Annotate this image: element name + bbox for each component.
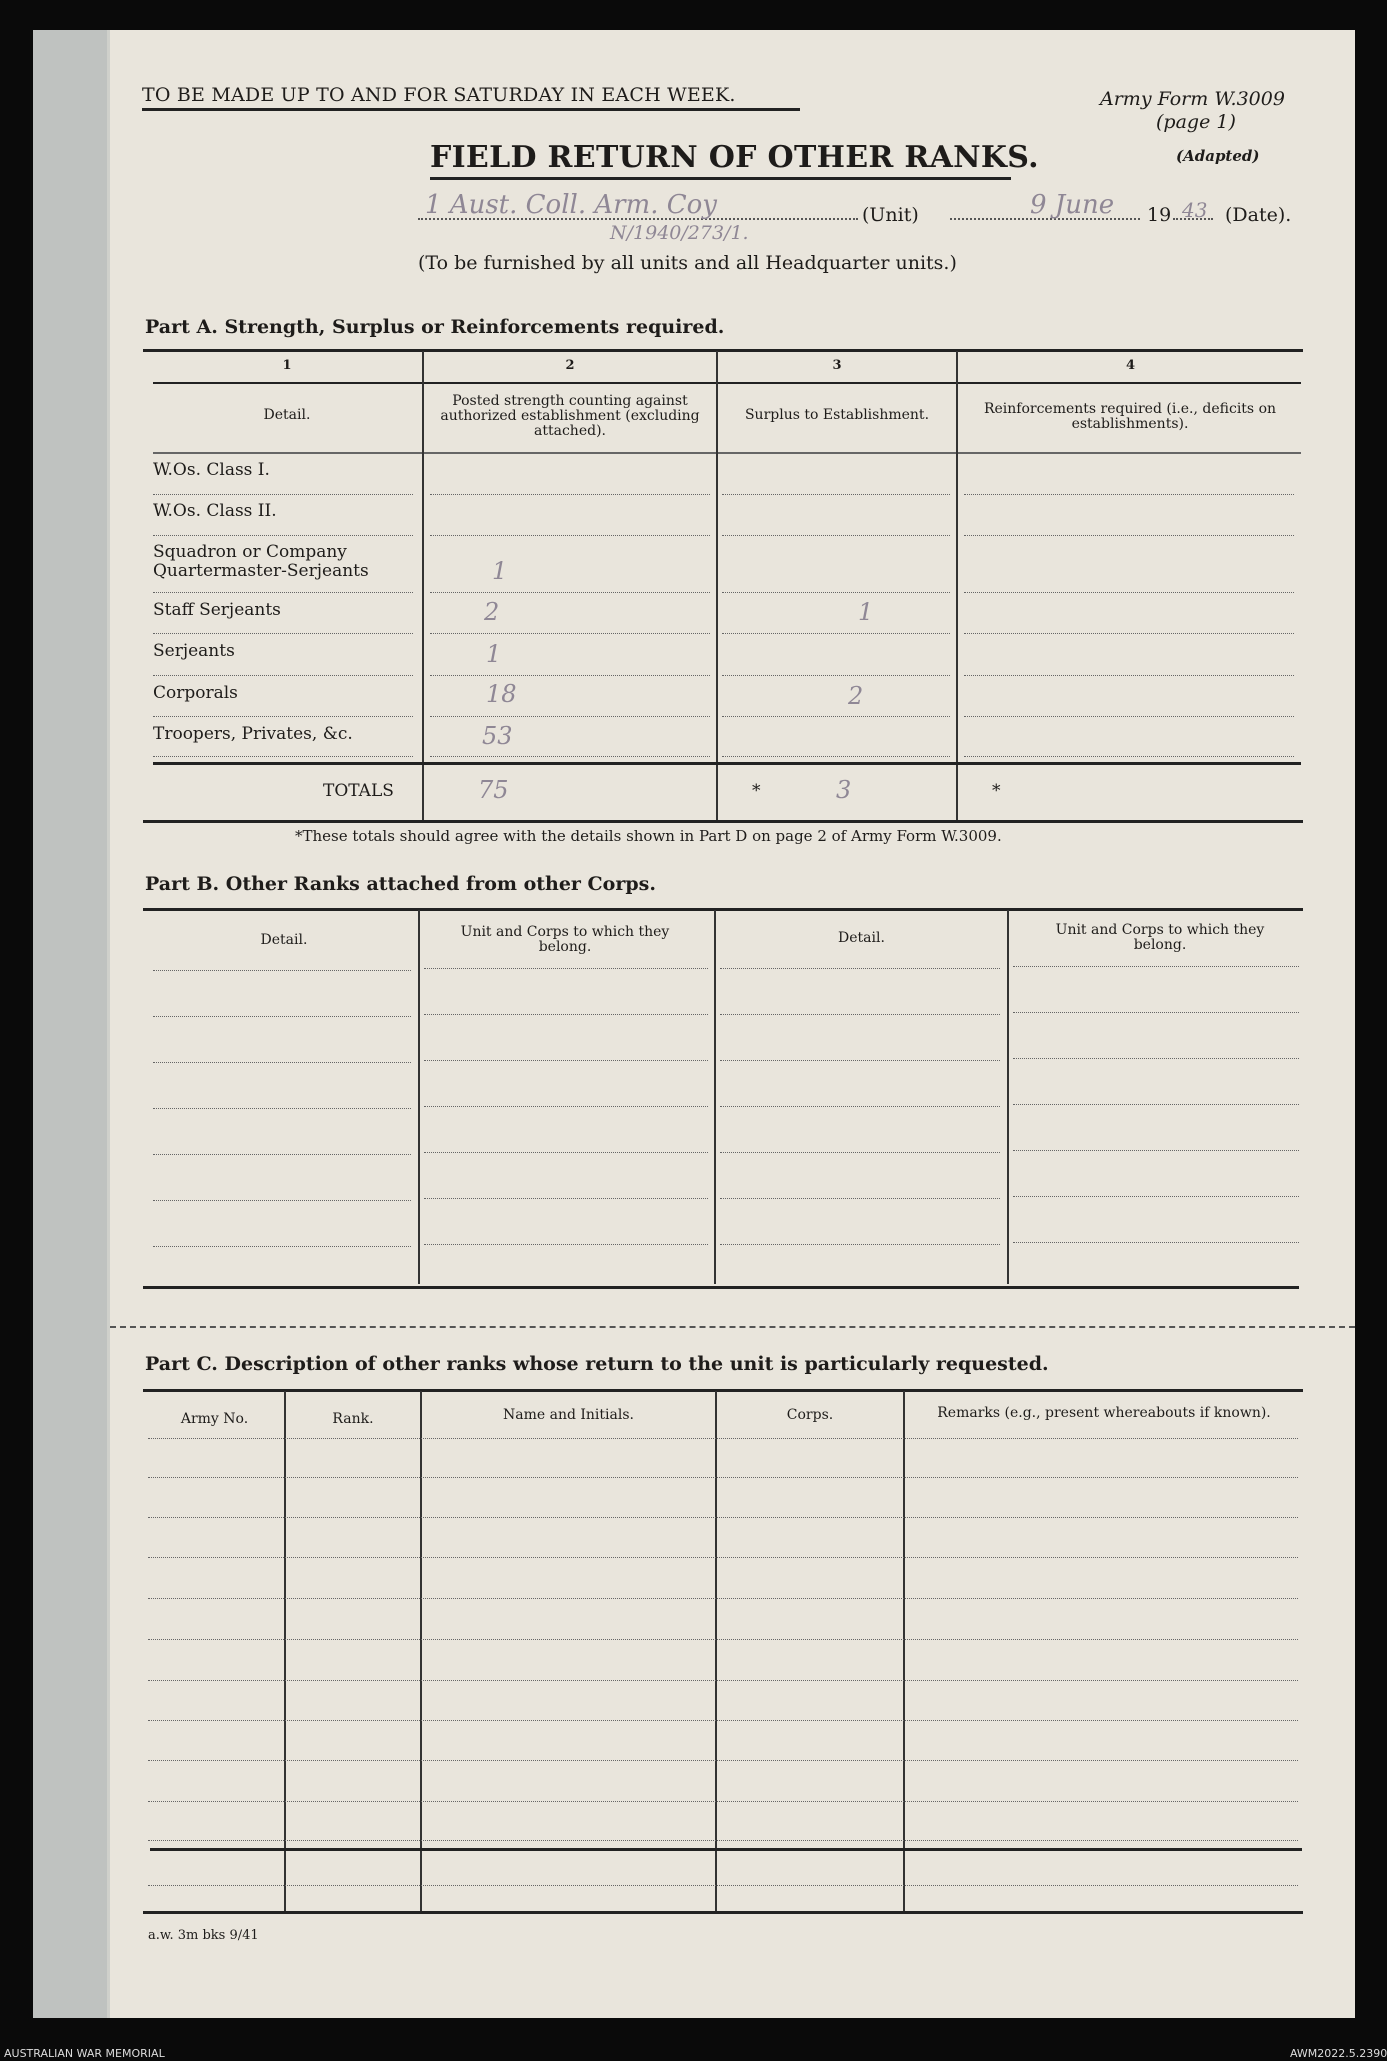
- row-rule: [720, 968, 1000, 969]
- row-rule: [424, 968, 708, 969]
- row-rule: [722, 633, 950, 634]
- row-rule: [430, 592, 710, 593]
- col-header-surplus: Surplus to Establishment.: [744, 407, 930, 423]
- part-c-header-corps: Corps.: [786, 1407, 834, 1423]
- row-rule: [148, 1477, 1298, 1478]
- row-rule: [720, 1106, 1000, 1107]
- row-rule: [964, 675, 1294, 676]
- part-c-divider-3: [715, 1391, 717, 1911]
- row-rule: [148, 1801, 1298, 1802]
- row-rule: [153, 1062, 411, 1063]
- part-c-divider-4: [903, 1391, 905, 1911]
- col-header-detail: Detail.: [263, 407, 311, 423]
- part-c-header-name: Name and Initials.: [503, 1407, 634, 1423]
- totals-label: TOTALS: [323, 781, 394, 801]
- row-rule: [424, 1014, 708, 1015]
- form-title: FIELD RETURN OF OTHER RANKS.: [430, 140, 1039, 175]
- part-c-bottom-rule: [143, 1911, 1303, 1914]
- row-rule: [722, 756, 950, 757]
- part-a-colnum-rule: [153, 382, 1301, 384]
- part-a-top-rule: [143, 349, 1303, 352]
- col-num-3: 3: [832, 358, 842, 373]
- part-a-divider-3: [956, 351, 958, 820]
- row-rule: [153, 716, 413, 717]
- col-num-1: 1: [282, 358, 292, 373]
- row-rule: [964, 494, 1294, 495]
- year-handwritten: 43: [1182, 198, 1208, 222]
- row-rule: [1013, 966, 1299, 967]
- row-rule: [720, 1014, 1000, 1015]
- row-rule: [722, 675, 950, 676]
- row-rule: [720, 1060, 1000, 1061]
- row-rule: [153, 1108, 411, 1109]
- row-rule: [964, 535, 1294, 536]
- part-b-top-rule: [143, 908, 1303, 911]
- posted-cqms: 1: [492, 557, 508, 585]
- row-rule: [153, 633, 413, 634]
- row-rule: [148, 1720, 1298, 1721]
- part-b-header-unit-2: Unit and Corps to which they belong.: [1055, 922, 1265, 953]
- part-b-divider-3: [1007, 910, 1009, 1284]
- row-rule: [720, 1152, 1000, 1153]
- row-rule: [153, 1016, 411, 1017]
- part-a-bottom-rule: [143, 820, 1303, 823]
- totals-surplus: 3: [836, 776, 852, 804]
- row-label-wo2: W.Os. Class II.: [153, 501, 277, 521]
- archive-caption-left: AUSTRALIAN WAR MEMORIAL: [4, 2047, 165, 2060]
- row-rule: [153, 494, 413, 495]
- row-rule: [148, 1438, 1298, 1439]
- row-label-troopers: Troopers, Privates, &c.: [153, 724, 353, 744]
- posted-serjeants: 1: [486, 640, 502, 668]
- totals-surplus-star: *: [752, 781, 761, 801]
- part-b-bottom-rule: [143, 1286, 1299, 1289]
- posted-staff-serjeants: 2: [484, 598, 500, 626]
- part-a-divider-1: [422, 351, 424, 820]
- row-rule: [148, 1598, 1298, 1599]
- counterfoil-stub: [33, 30, 107, 2018]
- title-underline: [430, 177, 1011, 180]
- part-b-header-unit-1: Unit and Corps to which they belong.: [460, 924, 670, 955]
- row-rule: [148, 1517, 1298, 1518]
- row-rule: [153, 970, 411, 971]
- col-num-4: 4: [1125, 358, 1136, 373]
- row-rule: [1013, 1104, 1299, 1105]
- row-rule: [148, 1885, 1298, 1886]
- part-b-divider-1: [418, 910, 420, 1284]
- totals-rule: [153, 762, 1301, 765]
- totals-posted: 75: [478, 776, 509, 804]
- part-a-title: Part A. Strength, Surplus or Reinforcements required.: [145, 316, 725, 338]
- posted-troopers: 53: [482, 722, 513, 750]
- unit-label: (Unit): [862, 204, 919, 226]
- row-rule: [722, 716, 950, 717]
- row-rule: [430, 716, 710, 717]
- row-rule: [153, 1246, 411, 1247]
- instruction-underline: [142, 108, 800, 111]
- row-rule: [430, 633, 710, 634]
- row-label-wo1: W.Os. Class I.: [153, 460, 270, 480]
- row-rule: [148, 1557, 1298, 1558]
- row-rule: [430, 535, 710, 536]
- row-rule: [153, 1200, 411, 1201]
- row-rule: [964, 592, 1294, 593]
- part-c-title: Part C. Description of other ranks whose return to the unit is particularly requested.: [145, 1353, 1049, 1375]
- row-rule: [1013, 1242, 1299, 1243]
- totals-reinf-star: *: [992, 781, 1001, 801]
- row-rule: [430, 494, 710, 495]
- row-rule: [153, 1154, 411, 1155]
- row-rule: [153, 592, 413, 593]
- year-prefix: 19: [1147, 204, 1172, 226]
- row-rule: [430, 675, 710, 676]
- part-c-header-army-no: Army No.: [180, 1411, 249, 1427]
- row-rule: [964, 633, 1294, 634]
- row-rule: [148, 1760, 1298, 1761]
- printer-imprint: a.w. 3m bks 9/41: [148, 1928, 259, 1943]
- surplus-corporals: 2: [848, 682, 864, 710]
- row-rule: [720, 1198, 1000, 1199]
- row-label-cqms: Squadron or Company Quartermaster-Serjeants: [153, 542, 369, 581]
- date-label: (Date).: [1225, 204, 1292, 226]
- date-handwritten: 9 June: [1030, 190, 1115, 220]
- part-b-header-detail-2: Detail.: [838, 930, 885, 946]
- row-rule: [424, 1060, 708, 1061]
- furnish-note: (To be furnished by all units and all Headquarter units.): [418, 252, 957, 274]
- adapted-label: (Adapted): [1176, 147, 1260, 165]
- row-rule: [153, 756, 413, 757]
- row-rule: [1013, 1196, 1299, 1197]
- part-b-header-detail-1: Detail.: [260, 932, 308, 948]
- row-rule: [424, 1106, 708, 1107]
- part-c-top-rule: [143, 1389, 1303, 1392]
- row-rule: [424, 1152, 708, 1153]
- part-c-double-rule: [150, 1848, 1302, 1851]
- page-number: (page 1): [1156, 111, 1236, 133]
- row-rule: [153, 675, 413, 676]
- row-rule: [722, 494, 950, 495]
- part-c-divider-1: [284, 1391, 286, 1911]
- archive-caption-right: AWM2022.5.2390: [1290, 2047, 1387, 2060]
- row-rule: [1013, 1012, 1299, 1013]
- row-label-corporals: Corporals: [153, 683, 238, 703]
- row-rule: [720, 1244, 1000, 1245]
- part-b-title: Part B. Other Ranks attached from other Corps.: [145, 873, 656, 895]
- col-num-2: 2: [565, 358, 575, 373]
- part-a-header-rule: [153, 452, 1301, 454]
- form-number: Army Form W.3009: [1100, 88, 1285, 110]
- perforation-line: [110, 1326, 1355, 1328]
- totals-footnote: *These totals should agree with the details shown in Part D on page 2 of Army Form W.3009.: [295, 827, 1002, 845]
- instruction-text: TO BE MADE UP TO AND FOR SATURDAY IN EACH WEEK.: [142, 84, 736, 106]
- part-c-header-rank: Rank.: [332, 1411, 374, 1427]
- row-rule: [722, 592, 950, 593]
- row-rule: [424, 1244, 708, 1245]
- row-rule: [964, 756, 1294, 757]
- row-rule: [148, 1840, 1298, 1841]
- unit-handwritten: 1 Aust. Coll. Arm. Coy: [425, 190, 717, 220]
- row-label-serjeants: Serjeants: [153, 641, 235, 661]
- surplus-staff-serjeants: 1: [858, 598, 874, 626]
- row-rule: [148, 1680, 1298, 1681]
- row-label-staff-serjeants: Staff Serjeants: [153, 600, 281, 620]
- row-rule: [424, 1198, 708, 1199]
- posted-corporals: 18: [486, 680, 517, 708]
- row-rule: [153, 535, 413, 536]
- col-header-posted: Posted strength counting against authorized establishment (excluding attached).: [440, 393, 700, 439]
- part-c-divider-2: [420, 1391, 422, 1911]
- part-c-header-remarks: Remarks (e.g., present whereabouts if known).: [937, 1405, 1271, 1421]
- row-rule: [1013, 1058, 1299, 1059]
- row-rule: [1013, 1150, 1299, 1151]
- col-header-reinforcements: Reinforcements required (i.e., deficits on establishments).: [983, 401, 1277, 432]
- row-rule: [722, 535, 950, 536]
- part-b-divider-2: [714, 910, 716, 1284]
- row-rule: [430, 756, 710, 757]
- row-rule: [964, 716, 1294, 717]
- row-rule: [148, 1639, 1298, 1640]
- unit-ref-handwritten: N/1940/273/1.: [610, 222, 749, 244]
